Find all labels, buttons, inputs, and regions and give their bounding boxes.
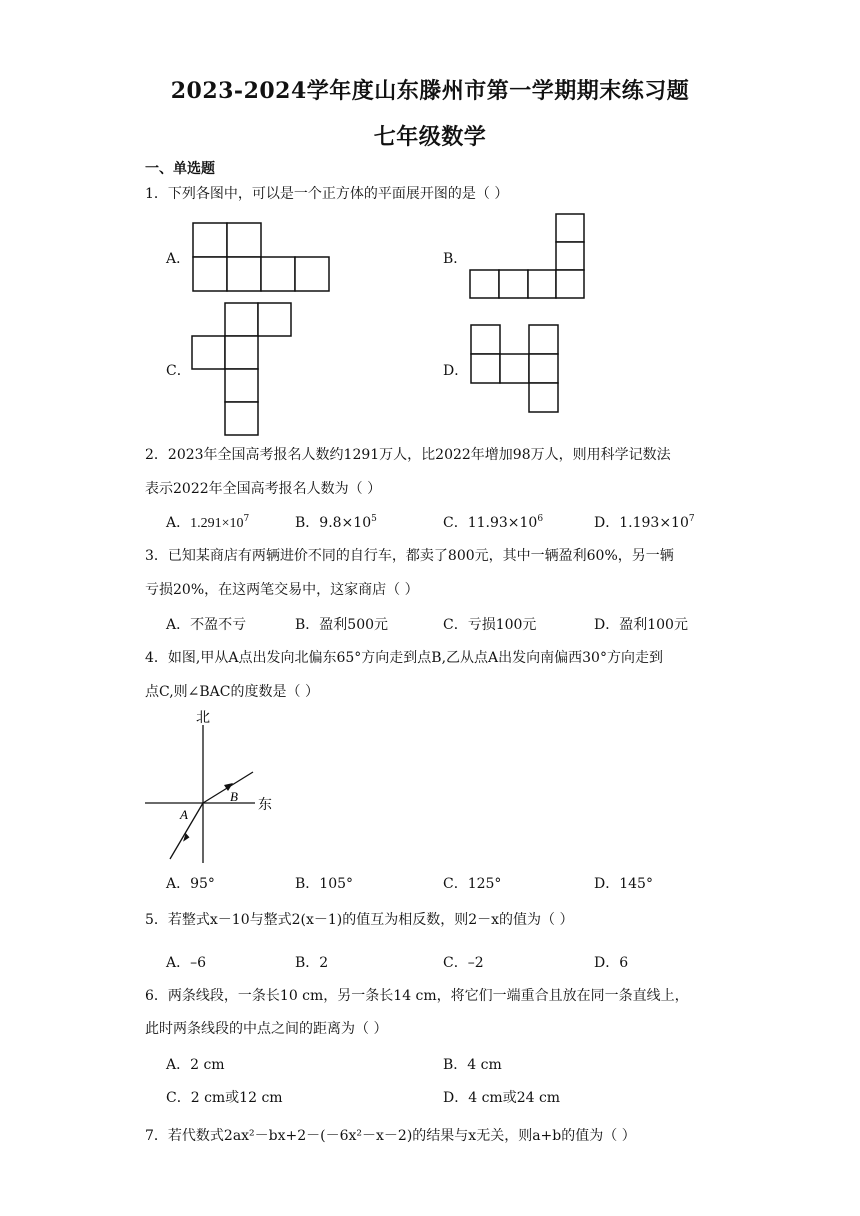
q2-option-b-label: B． (295, 515, 320, 531)
label-point-b: B (230, 789, 238, 804)
q2-option-b-mantissa: 9.8×10 (319, 515, 372, 531)
q2-option-c-label: C． (443, 515, 468, 531)
q6-option-d: D．4 cm或24 cm (443, 1090, 561, 1106)
q2-option-c-exponent: 6 (537, 514, 544, 524)
question-6-line-1: 6．两条线段，一条长10 cm，另一条长14 cm，将它们一端重合且放在同一条直线上， (145, 988, 689, 1004)
q6-option-a: A．2 cm (166, 1057, 225, 1073)
q5-option-c: C．–2 (443, 955, 484, 971)
q3-option-d: D．盈利100元 (594, 617, 688, 633)
q2-option-d-mantissa: 1.193×10 (619, 515, 689, 531)
q2-option-d-exponent: 7 (688, 514, 695, 524)
q3-option-c: C．亏损100元 (443, 617, 537, 633)
label-point-a: A (180, 807, 188, 822)
question-5-line-1: 5．若整式x－10与整式2(x－1)的值互为相反数，则2－x的值为（ ） (145, 912, 574, 928)
question-1-stem: 1．下列各图中，可以是一个正方体的平面展开图的是（ ） (145, 186, 509, 202)
q1-option-d-net (468, 323, 564, 415)
document-subtitle: 七年级数学 (373, 124, 487, 150)
section-heading: 一、单选题 (145, 161, 215, 177)
q4-direction-figure (140, 705, 290, 867)
q2-option-b (295, 512, 377, 532)
label-north: 北 (196, 711, 210, 726)
q1-option-d-label: D． (443, 363, 469, 379)
question-4-line-2: 点C,则∠BAC的度数是（ ） (145, 684, 319, 700)
question-3-line-2: 亏损20%，在这两笔交易中，这家商店（ ） (145, 582, 419, 598)
q6-option-b: B．4 cm (443, 1057, 502, 1073)
q4-option-a: A．95° (166, 876, 215, 892)
q2-option-a-label: A． (166, 515, 191, 531)
q2-option-c (443, 512, 543, 532)
question-4-line-1: 4．如图,甲从A点出发向北偏东65°方向走到点B,乙从点A出发向南偏西30°方向走到 (145, 650, 663, 666)
q4-option-d: D．145° (594, 876, 653, 892)
q5-option-d: D．6 (594, 955, 629, 971)
q2-option-d (594, 512, 695, 532)
question-7-line-1: 7．若代数式2ax²－bx+2－(－6x²－x－2)的结果与x无关，则a+b的值为（ ） (145, 1128, 636, 1144)
q4-option-b: B．105° (295, 876, 354, 892)
q6-option-c: C．2 cm或12 cm (166, 1090, 283, 1106)
q5-option-b: B．2 (295, 955, 329, 971)
q3-option-a: A．不盈不亏 (166, 617, 247, 633)
question-2-line-2: 表示2022年全国高考报名人数为（ ） (145, 481, 382, 497)
q4-option-c: C．125° (443, 876, 502, 892)
q2-option-c-mantissa: 11.93×10 (467, 515, 538, 531)
question-3-line-1: 3．已知某商店有两辆进价不同的自行车，都卖了800元，其中一辆盈利60%，另一辆 (145, 548, 674, 564)
q2-option-a-mantissa: 1.291×10 (190, 516, 244, 531)
document-title: 2023-2024学年度山东滕州市第一学期期末练习题 (170, 78, 690, 104)
q1-option-a-net (190, 221, 332, 293)
q1-option-b-label: B． (443, 251, 468, 267)
q3-option-b: B．盈利500元 (295, 617, 389, 633)
q2-option-a-exponent: 7 (243, 514, 250, 524)
q1-option-a-label: A． (166, 251, 191, 267)
q1-option-c-label: C． (166, 363, 191, 379)
label-east: 东 (258, 798, 272, 813)
question-2-line-1: 2．2023年全国高考报名人数约1291万人，比2022年增加98万人，则用科学记数法 (145, 447, 671, 463)
q5-option-a: A．–6 (166, 955, 207, 971)
q2-option-a (166, 512, 249, 532)
q2-option-b-exponent: 5 (371, 514, 377, 524)
q2-option-d-label: D． (594, 515, 620, 531)
q1-option-b-net (467, 212, 587, 300)
q1-option-c-net (189, 301, 295, 437)
question-6-line-2: 此时两条线段的中点之间的距离为（ ） (145, 1021, 388, 1037)
